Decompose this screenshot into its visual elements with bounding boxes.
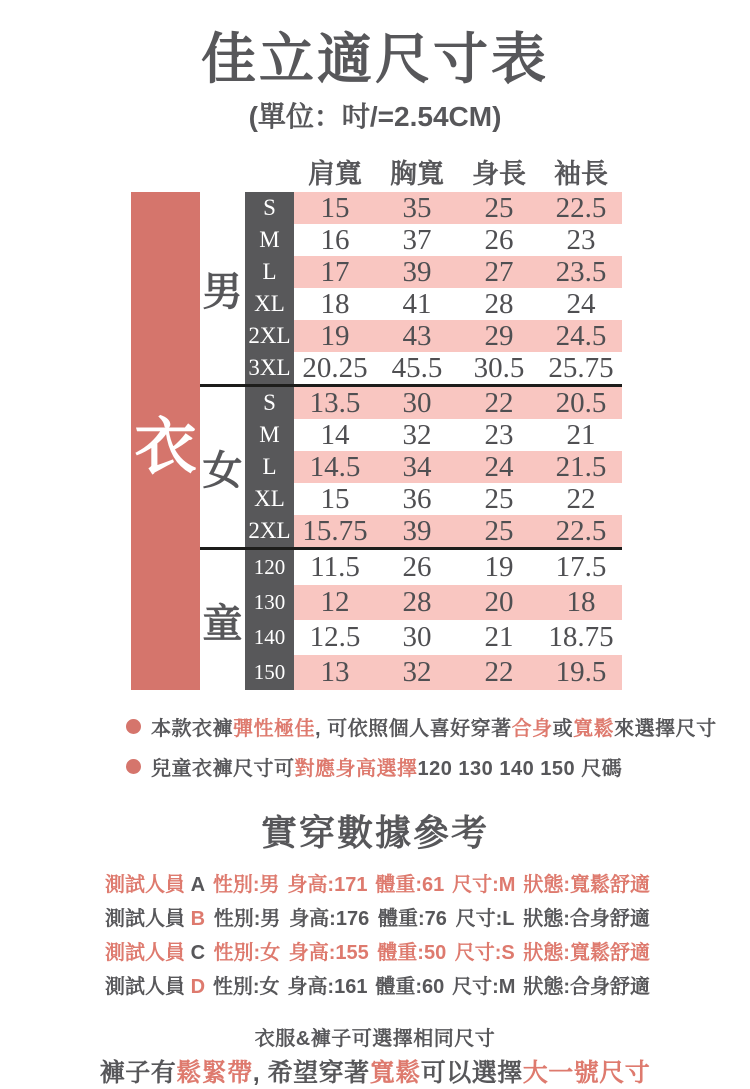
size-label: S bbox=[245, 192, 294, 224]
table-row bbox=[245, 483, 622, 515]
size-value: 23.5 bbox=[555, 255, 607, 288]
plain-text: , 希望穿著 bbox=[252, 1059, 370, 1088]
size-label: 2XL bbox=[245, 320, 294, 352]
size-value: 20 bbox=[484, 586, 514, 619]
size-value: 19 bbox=[484, 551, 514, 584]
section-rows bbox=[245, 550, 622, 690]
highlighted-text: 合身 bbox=[511, 718, 553, 741]
size-value: 30 bbox=[402, 386, 432, 419]
size-value: 18 bbox=[566, 586, 596, 619]
tester-height: 身高:161 bbox=[287, 976, 368, 999]
size-value: 23 bbox=[566, 223, 596, 256]
size-table bbox=[131, 192, 750, 690]
fit-notes bbox=[126, 712, 750, 781]
size-value: 35 bbox=[402, 191, 432, 224]
plain-text: 或 bbox=[552, 718, 574, 741]
tester-weight: 體重:60 bbox=[375, 976, 445, 999]
garment-type-label: 衣 bbox=[134, 412, 197, 482]
tester-status: 狀態:寬鬆舒適 bbox=[523, 874, 650, 897]
row-values bbox=[294, 224, 622, 256]
tester-gender: 性別:男 bbox=[213, 908, 281, 931]
table-row bbox=[245, 352, 622, 384]
section-rows bbox=[245, 387, 622, 547]
table-row bbox=[245, 451, 622, 483]
table-row bbox=[245, 320, 622, 352]
note-bullet bbox=[126, 712, 750, 741]
row-values bbox=[294, 320, 622, 352]
row-values bbox=[294, 451, 622, 483]
column-headers bbox=[294, 157, 622, 191]
table-row bbox=[245, 224, 622, 256]
tester-id: B bbox=[190, 908, 206, 931]
tester-id: A bbox=[190, 874, 206, 897]
size-value: 43 bbox=[402, 319, 432, 352]
size-value: 21 bbox=[484, 621, 514, 654]
table-row bbox=[245, 387, 622, 419]
row-values bbox=[294, 483, 622, 515]
size-value: 11.5 bbox=[310, 551, 360, 584]
size-value: 39 bbox=[402, 255, 432, 288]
table-row bbox=[245, 256, 622, 288]
size-value: 20.25 bbox=[302, 351, 368, 384]
row-values bbox=[294, 256, 622, 288]
plain-text: 本款衣褲 bbox=[151, 718, 233, 741]
size-label: M bbox=[245, 224, 294, 256]
plain-text: 兒童衣褲尺寸可 bbox=[151, 758, 295, 781]
plain-text: , 可依照個人喜好穿著 bbox=[315, 718, 512, 741]
size-value: 14 bbox=[320, 418, 350, 451]
tester-weight: 體重:61 bbox=[375, 874, 445, 897]
size-label: 120 bbox=[245, 550, 294, 585]
size-label: M bbox=[245, 419, 294, 451]
table-section bbox=[200, 547, 622, 690]
size-value: 24 bbox=[566, 287, 596, 320]
size-value: 30 bbox=[402, 621, 432, 654]
size-value: 25 bbox=[484, 514, 514, 547]
highlighted-text: 寬鬆 bbox=[369, 1059, 421, 1088]
tester-label: 測試人員 C bbox=[105, 942, 206, 965]
size-value: 20.5 bbox=[555, 386, 607, 419]
plain-text: 褲子有 bbox=[99, 1059, 177, 1088]
tester-gender: 性別:女 bbox=[213, 942, 281, 965]
category-label: 男 bbox=[200, 192, 245, 384]
table-row bbox=[245, 655, 622, 690]
size-value: 21 bbox=[566, 418, 596, 451]
plain-text: 可以選擇 bbox=[420, 1059, 523, 1088]
size-value: 28 bbox=[402, 586, 432, 619]
category-label: 童 bbox=[200, 550, 245, 690]
size-label: XL bbox=[245, 288, 294, 320]
size-value: 19.5 bbox=[555, 656, 607, 689]
size-value: 30.5 bbox=[473, 351, 525, 384]
table-row bbox=[245, 192, 622, 224]
row-values bbox=[294, 288, 622, 320]
category-label: 女 bbox=[200, 387, 245, 547]
wear-test-row bbox=[105, 936, 650, 970]
size-value: 22.5 bbox=[555, 191, 607, 224]
column-header: 肩寬 bbox=[308, 159, 362, 190]
table-row bbox=[245, 419, 622, 451]
size-value: 32 bbox=[402, 418, 432, 451]
note-text bbox=[151, 712, 717, 741]
tester-label: 測試人員 A bbox=[105, 874, 206, 897]
tester-size: 尺寸:M bbox=[452, 874, 516, 897]
size-value: 24 bbox=[484, 450, 514, 483]
note-bullet bbox=[126, 752, 750, 781]
size-value: 13 bbox=[320, 656, 350, 689]
size-value: 22 bbox=[484, 386, 514, 419]
row-values bbox=[294, 419, 622, 451]
size-value: 15.75 bbox=[302, 514, 368, 547]
size-value: 25 bbox=[484, 482, 514, 515]
table-row bbox=[245, 515, 622, 547]
wear-test-row bbox=[105, 902, 650, 936]
tester-gender: 性別:女 bbox=[212, 976, 280, 999]
table-section bbox=[200, 384, 622, 547]
row-values bbox=[294, 387, 622, 419]
plain-text: 衣服&褲子可選擇相同尺寸 bbox=[254, 1028, 496, 1051]
wear-test-row bbox=[105, 868, 650, 902]
size-value: 19 bbox=[320, 319, 350, 352]
column-header: 胸寬 bbox=[390, 159, 444, 190]
footer-line-2 bbox=[0, 1053, 750, 1089]
row-values bbox=[294, 550, 622, 585]
size-value: 12.5 bbox=[309, 621, 361, 654]
tester-size: 尺寸:M bbox=[452, 976, 516, 999]
wear-test-row bbox=[105, 970, 650, 1004]
table-row bbox=[245, 585, 622, 620]
tester-weight: 體重:50 bbox=[377, 942, 447, 965]
size-value: 17 bbox=[320, 255, 350, 288]
size-value: 24.5 bbox=[555, 319, 607, 352]
tester-status: 狀態:合身舒適 bbox=[523, 976, 650, 999]
tester-height: 身高:155 bbox=[288, 942, 369, 965]
size-label: 3XL bbox=[245, 352, 294, 384]
row-values bbox=[294, 585, 622, 620]
bullet-dot-icon bbox=[126, 759, 141, 774]
plain-text: 120 130 140 150 尺碼 bbox=[417, 758, 623, 781]
size-value: 39 bbox=[402, 514, 432, 547]
size-label: 2XL bbox=[245, 515, 294, 547]
row-values bbox=[294, 352, 622, 384]
page-subtitle: (單位：吋/=2.54CM) bbox=[248, 101, 502, 133]
column-header: 袖長 bbox=[554, 159, 608, 190]
tester-id: D bbox=[190, 976, 206, 999]
tester-label: 測試人員 D bbox=[105, 976, 206, 999]
table-row bbox=[245, 550, 622, 585]
row-values bbox=[294, 620, 622, 655]
page-title: 佳立適尺寸表 bbox=[200, 28, 549, 90]
size-value: 26 bbox=[402, 551, 432, 584]
row-values bbox=[294, 655, 622, 690]
wear-test-heading: 實穿數據參考 bbox=[260, 812, 489, 854]
size-label: 150 bbox=[245, 655, 294, 690]
plain-text: 來選擇尺寸 bbox=[614, 718, 717, 741]
size-label: S bbox=[245, 387, 294, 419]
highlighted-text: 鬆緊帶 bbox=[176, 1059, 253, 1088]
tester-size: 尺寸:S bbox=[454, 942, 515, 965]
table-row bbox=[245, 620, 622, 655]
size-value: 18 bbox=[320, 287, 350, 320]
size-value: 26 bbox=[484, 223, 514, 256]
size-value: 27 bbox=[484, 255, 514, 288]
size-value: 18.75 bbox=[548, 621, 614, 654]
tester-status: 狀態:合身舒適 bbox=[523, 908, 650, 931]
size-value: 45.5 bbox=[391, 351, 443, 384]
size-value: 21.5 bbox=[555, 450, 607, 483]
size-label: L bbox=[245, 451, 294, 483]
size-value: 25 bbox=[484, 191, 514, 224]
wear-test-rows bbox=[105, 868, 650, 1004]
size-value: 37 bbox=[402, 223, 432, 256]
size-label: L bbox=[245, 256, 294, 288]
column-header: 身長 bbox=[472, 159, 526, 190]
table-row bbox=[245, 288, 622, 320]
footer-notes bbox=[0, 1022, 750, 1089]
bullet-dot-icon bbox=[126, 719, 141, 734]
size-label: 130 bbox=[245, 585, 294, 620]
tester-id: C bbox=[190, 942, 206, 965]
highlighted-text: 對應身高選擇 bbox=[294, 758, 418, 781]
size-value: 17.5 bbox=[555, 551, 607, 584]
size-value: 15 bbox=[320, 482, 350, 515]
size-label: XL bbox=[245, 483, 294, 515]
size-value: 36 bbox=[402, 482, 432, 515]
tester-status: 狀態:寬鬆舒適 bbox=[523, 942, 650, 965]
table-section bbox=[200, 192, 622, 384]
size-value: 14.5 bbox=[309, 450, 361, 483]
size-value: 32 bbox=[402, 656, 432, 689]
size-label: 140 bbox=[245, 620, 294, 655]
size-table-sections bbox=[200, 192, 622, 690]
size-value: 22 bbox=[484, 656, 514, 689]
size-value: 28 bbox=[484, 287, 514, 320]
size-value: 22 bbox=[566, 482, 596, 515]
highlighted-text: 寬鬆 bbox=[573, 718, 615, 741]
size-value: 15 bbox=[320, 191, 350, 224]
row-values bbox=[294, 515, 622, 547]
highlighted-text: 彈性極佳 bbox=[233, 718, 315, 741]
highlighted-text: 大一號尺寸 bbox=[522, 1059, 651, 1088]
size-value: 22.5 bbox=[555, 514, 607, 547]
note-text bbox=[151, 752, 622, 781]
tester-label: 測試人員 B bbox=[105, 908, 206, 931]
tester-gender: 性別:男 bbox=[212, 874, 280, 897]
footer-line-1 bbox=[0, 1022, 750, 1051]
size-value: 16 bbox=[320, 223, 350, 256]
tester-size: 尺寸:L bbox=[455, 908, 515, 931]
garment-type-block bbox=[131, 192, 200, 690]
size-value: 29 bbox=[484, 319, 514, 352]
size-value: 25.75 bbox=[548, 351, 614, 384]
tester-weight: 體重:76 bbox=[377, 908, 447, 931]
tester-height: 身高:171 bbox=[287, 874, 368, 897]
size-value: 13.5 bbox=[309, 386, 361, 419]
size-value: 23 bbox=[484, 418, 514, 451]
size-value: 41 bbox=[402, 287, 432, 320]
size-value: 12 bbox=[320, 586, 350, 619]
size-value: 34 bbox=[402, 450, 432, 483]
section-rows bbox=[245, 192, 622, 384]
tester-height: 身高:176 bbox=[289, 908, 370, 931]
row-values bbox=[294, 192, 622, 224]
